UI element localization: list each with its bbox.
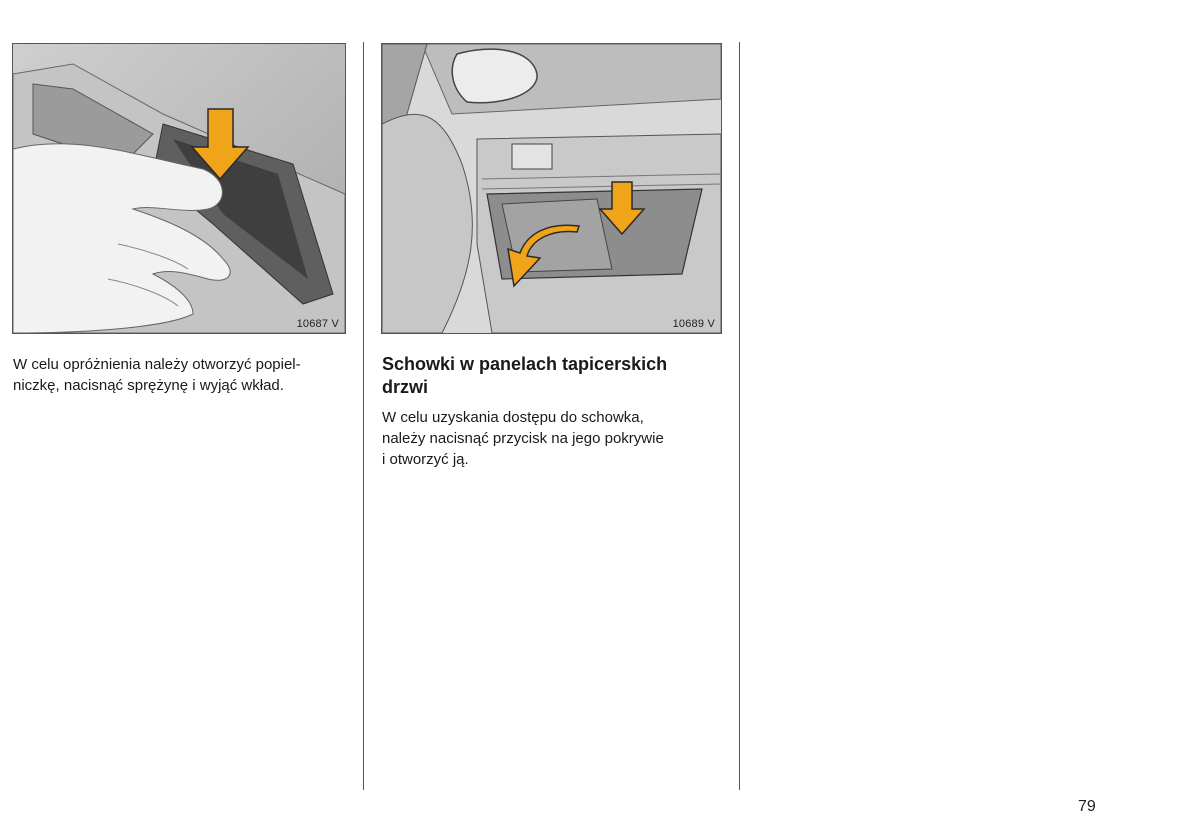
figure-code: 10689 V — [672, 318, 715, 330]
door-storage-illustration — [381, 43, 722, 334]
ashtray-drawing — [13, 44, 345, 333]
page-number: 79 — [1078, 798, 1096, 815]
section-title — [382, 353, 712, 399]
caption-line: W celu opróżnienia należy otworzyć popiel- — [13, 356, 301, 373]
section-title-line: Schowki w panelach tapicerskich — [382, 354, 668, 374]
column-divider-right — [739, 42, 740, 790]
body-line: W celu uzyskania dostępu do schowka, — [382, 409, 644, 426]
body-line: należy nacisnąć przycisk na jego pokrywie — [382, 430, 664, 447]
caption-line: niczkę, nacisnąć sprężynę i wyjąć wkład. — [13, 377, 284, 394]
section-title-line: drzwi — [382, 377, 429, 397]
section-body — [382, 407, 722, 470]
figure-code: 10687 V — [296, 318, 339, 330]
ashtray-caption — [13, 354, 348, 396]
column-divider-left — [363, 42, 364, 790]
door-storage-drawing — [382, 44, 721, 333]
ashtray-illustration — [12, 43, 346, 334]
body-line: i otworzyć ją. — [382, 451, 469, 468]
